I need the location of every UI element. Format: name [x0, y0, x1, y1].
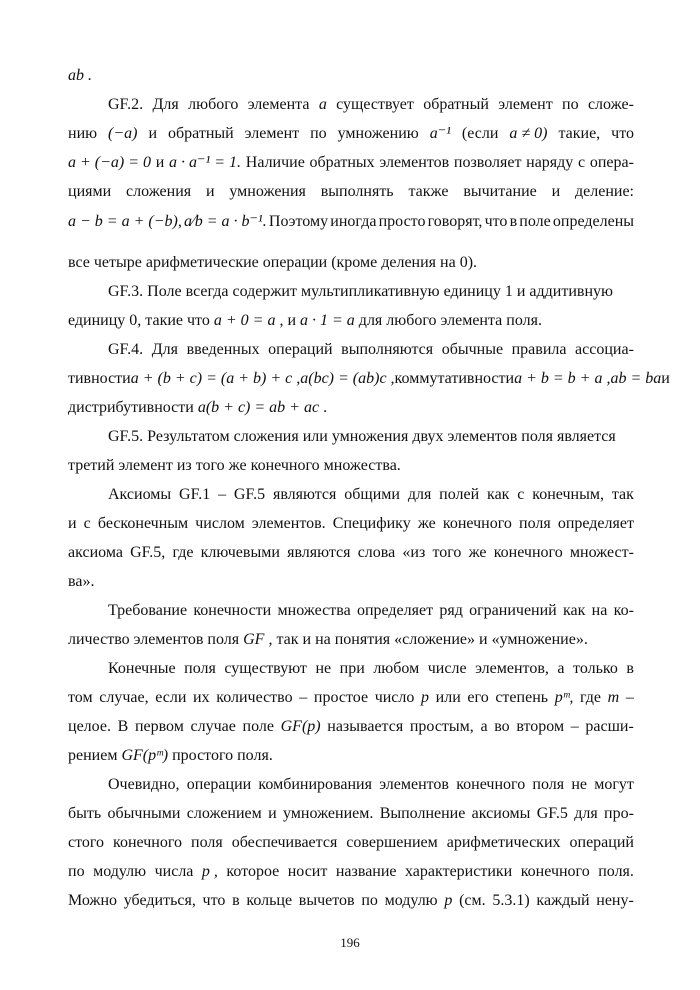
word: конечности [193, 602, 272, 619]
word: и [551, 183, 561, 200]
word: для [574, 805, 598, 822]
word: могут [594, 776, 634, 793]
word: элементов, [475, 660, 549, 677]
word: a + (b + c) = (a + b) + c , [130, 370, 301, 387]
text-line [68, 891, 634, 911]
word: модулю [384, 892, 438, 909]
word: конечного [113, 834, 183, 851]
page-number: 196 [340, 935, 360, 950]
word: коммутативности [394, 370, 515, 387]
text-line [68, 182, 634, 202]
word: в [232, 892, 240, 909]
word: существует [336, 96, 414, 113]
word: GF.1 [179, 486, 211, 503]
word: Требование [108, 602, 188, 619]
word: поля [532, 776, 565, 793]
word: Для [151, 341, 178, 358]
word: убедиться, [123, 892, 196, 909]
word: или [435, 689, 461, 706]
word: такие, [558, 125, 601, 142]
text-line [108, 427, 634, 447]
word: бесконечным [97, 515, 189, 532]
word: элементов [379, 776, 449, 793]
text-line [108, 340, 634, 360]
word: ко- [613, 602, 634, 619]
word: вычетов [298, 892, 355, 909]
word: числа [154, 863, 194, 880]
word: и [661, 370, 670, 387]
word: опера- [589, 154, 634, 171]
word: для [407, 486, 432, 503]
word: a(bc) = (ab)c , [300, 370, 395, 387]
word: Очевидно, [108, 776, 180, 793]
math-expression: GF [243, 631, 265, 648]
word: каждый [536, 892, 590, 909]
word: и [205, 183, 215, 200]
word: кольце [246, 892, 293, 909]
word: a ≠ 0) [509, 125, 548, 142]
word: не [571, 776, 588, 793]
word: выполняются [341, 341, 434, 358]
word: конечного [442, 515, 512, 532]
word: также [408, 183, 449, 200]
word: поля [191, 834, 223, 851]
word: того [432, 544, 462, 561]
text-segment: простого поля. [168, 747, 273, 764]
word: ограничений [469, 602, 557, 619]
word: по [68, 863, 85, 880]
word: обратный [423, 96, 489, 113]
word: по [310, 125, 327, 142]
word: и [268, 805, 277, 822]
word: же [417, 515, 436, 532]
word: pᵐ, [554, 689, 574, 706]
word [68, 747, 273, 764]
word [68, 312, 542, 329]
text-segment: для любого элемента поля. [354, 312, 542, 329]
word: простым, [409, 718, 474, 735]
math-expression: GF(pᵐ) [121, 747, 169, 764]
word: деление: [575, 183, 634, 200]
word: с [517, 486, 525, 503]
word: в [626, 660, 634, 677]
word: поле [242, 718, 274, 735]
word: a [318, 96, 327, 113]
word: в [509, 213, 518, 230]
word: число [374, 689, 415, 706]
word: нену- [596, 892, 634, 909]
word: как [563, 602, 586, 619]
word: говорят, [427, 213, 483, 230]
word: по [562, 96, 579, 113]
word: случае [190, 718, 236, 735]
word: – [625, 689, 634, 706]
word: называется [327, 718, 404, 735]
word: являются [272, 486, 337, 503]
word: – [570, 718, 579, 735]
word: GF.5 [233, 486, 266, 503]
word: выполнять [320, 183, 394, 200]
text-segment: дистрибутивности [68, 399, 198, 416]
word: обычными [107, 805, 181, 822]
word: сложе- [587, 96, 634, 113]
word: (−a) [108, 125, 138, 142]
word: быть [68, 805, 102, 822]
word: слова [357, 544, 396, 561]
word: и [148, 125, 158, 142]
text-segment: единицу 0, такие что [68, 312, 214, 329]
word: конечного [493, 544, 563, 561]
word: элементов. [251, 515, 326, 532]
text-line [68, 746, 634, 766]
word: Для [152, 96, 179, 113]
word: Специфику [332, 515, 411, 532]
word: умножением. [282, 805, 374, 822]
word: обычные [441, 341, 504, 358]
text-segment: , так и на понятия «сложение» и «умножение». [264, 631, 588, 648]
word: при [339, 660, 365, 677]
word: которое [226, 863, 280, 880]
text-line [68, 311, 634, 331]
word: просто [378, 213, 426, 230]
word: множества [277, 602, 351, 619]
word: аксиома [68, 544, 123, 561]
text-segment: рением [68, 747, 122, 764]
word: GF(p) [280, 718, 321, 735]
text-line [68, 862, 634, 882]
word: где [172, 544, 194, 561]
word: правила [511, 341, 567, 358]
word: ab = ba [610, 370, 662, 387]
word: нию [68, 125, 98, 142]
text-line [68, 398, 634, 418]
word: – [299, 689, 308, 706]
word: элемент [244, 125, 300, 142]
word [68, 399, 327, 416]
word: обратный [168, 125, 234, 142]
text-line [68, 572, 634, 592]
word: GF.5, [130, 544, 166, 561]
word: любого [188, 96, 239, 113]
word: вычитание [463, 183, 537, 200]
word: существуют [224, 660, 307, 677]
word: умножению [337, 125, 419, 142]
text-line [68, 124, 634, 144]
word: Можно [68, 892, 118, 909]
text-line [68, 153, 634, 173]
word: том [68, 689, 93, 706]
word: целое. [68, 718, 111, 735]
word: поля [519, 515, 551, 532]
word: ряд [439, 602, 463, 619]
word: a⁻¹ [429, 125, 451, 142]
word: по [361, 892, 378, 909]
word: ассоциа- [575, 341, 634, 358]
word: что [611, 125, 634, 142]
word: полей [439, 486, 480, 503]
word: GF.2. [108, 96, 144, 113]
word: арифметических [446, 834, 561, 851]
word: GF.5 [536, 805, 568, 822]
word: на [591, 602, 608, 619]
word: же [468, 544, 487, 561]
word: p , [201, 863, 218, 880]
word: Поэтому [268, 213, 329, 230]
word: a + b = b + a , [514, 370, 611, 387]
text-line [68, 688, 634, 708]
word: а [557, 660, 565, 677]
text-line [68, 66, 634, 86]
word: третий элемент из того же конечного множества. [68, 457, 401, 474]
word: элемента [247, 96, 310, 113]
word: с [578, 154, 586, 171]
word: Конечные [108, 660, 176, 677]
word: Выполнение [379, 805, 466, 822]
word: В [117, 718, 129, 735]
text-line [68, 804, 634, 824]
word: GF.3. Поле всегда содержит мультипликативную единицу 1 и аддитивную [108, 283, 613, 300]
word: Аксиомы [108, 486, 172, 503]
word: название [335, 863, 397, 880]
text-line [108, 775, 634, 795]
word: что [202, 892, 226, 909]
math-expression: a · 1 = a [300, 312, 355, 329]
word: конечного [520, 863, 590, 880]
word: про- [604, 805, 634, 822]
word: умножения [229, 183, 306, 200]
text-line [68, 630, 634, 650]
word: а [480, 718, 488, 735]
word: первом [134, 718, 184, 735]
text-line [68, 717, 634, 737]
text-segment: . [319, 399, 328, 416]
word: операций [569, 834, 634, 851]
text-line [68, 456, 634, 476]
word: множест- [569, 544, 634, 561]
word: модулю [93, 863, 147, 880]
word: обеспечивается [231, 834, 338, 851]
word: случае, [99, 689, 149, 706]
word: втором [516, 718, 565, 735]
word: любом [373, 660, 420, 677]
word: циями [68, 183, 112, 200]
word: m [607, 689, 620, 706]
word: общими [344, 486, 400, 503]
word: элемент [498, 96, 553, 113]
text-line [108, 485, 634, 505]
word: его [467, 689, 489, 706]
text-line [108, 95, 634, 115]
word: «из [402, 544, 426, 561]
word: комбинирования [258, 776, 372, 793]
text-line [68, 212, 634, 232]
word: определяет [356, 602, 434, 619]
math-expression: a(b + c) = ab + ac [197, 399, 320, 416]
word: как [487, 486, 510, 503]
word: что [484, 213, 508, 230]
word: числе [427, 660, 467, 677]
text-segment: , и [275, 312, 300, 329]
word: сложения [126, 183, 192, 200]
text-line [68, 253, 634, 273]
text-line [108, 659, 634, 679]
word: – [218, 486, 227, 503]
text-line [68, 833, 634, 853]
word: определены [552, 213, 634, 230]
word: так [611, 486, 634, 503]
word: позволяет [453, 154, 522, 171]
word: все четыре арифметические операции (кроме деления на 0). [68, 254, 478, 271]
word: иногда [330, 213, 377, 230]
text-line [108, 282, 634, 302]
word: степень [495, 689, 549, 706]
word: аксиомы [471, 805, 531, 822]
word: простое [313, 689, 369, 706]
word: a⁄b = a · b⁻¹. [184, 213, 267, 230]
word: a + (−a) = 0 [68, 154, 152, 171]
word: с [83, 515, 91, 532]
word: Наличие [245, 154, 305, 171]
word: операций [268, 341, 333, 358]
word: где [580, 689, 602, 706]
word: являются [287, 544, 351, 561]
word: и [155, 154, 165, 171]
word: носит [287, 863, 328, 880]
word: характеристики [405, 863, 513, 880]
word: поле [519, 213, 551, 230]
word: a − b = a + (−b), [68, 213, 182, 230]
word: p [421, 689, 430, 706]
word: числом [195, 515, 245, 532]
word: a · a⁻¹ = 1. [169, 154, 242, 171]
word: операции [186, 776, 252, 793]
word: обратных [309, 154, 375, 171]
word: количество [216, 689, 293, 706]
word: во [494, 718, 510, 735]
text-line [68, 514, 634, 534]
word: поля. [598, 863, 634, 880]
word: их [193, 689, 210, 706]
word: GF.4. [108, 341, 144, 358]
word: только [573, 660, 618, 677]
word: (см. [459, 892, 486, 909]
word: конечного [456, 776, 526, 793]
word: введенных [186, 341, 260, 358]
word: не [315, 660, 332, 677]
text-line [68, 369, 670, 389]
text-segment: личество элементов поля [68, 631, 244, 648]
word: и [68, 515, 77, 532]
math-expression: a + 0 = a [213, 312, 276, 329]
word: p [444, 892, 453, 909]
word: стого [68, 834, 105, 851]
word: (если [461, 125, 499, 142]
word: совершением [346, 834, 438, 851]
word: определяет [557, 515, 634, 532]
word: ва». [68, 573, 95, 590]
word: ключевыми [200, 544, 280, 561]
word: сложением [186, 805, 262, 822]
word: расши- [585, 718, 634, 735]
text-line [68, 543, 634, 563]
word: элементов [379, 154, 450, 171]
word [68, 631, 588, 648]
word: GF.5. Результатом сложения или умножения двух элементов поля является [108, 428, 616, 445]
word: тивности [68, 370, 131, 387]
word: наряду [526, 154, 574, 171]
text-line [108, 601, 634, 621]
word: конечным, [532, 486, 604, 503]
word: если [155, 689, 187, 706]
word: 5.3.1) [492, 892, 530, 909]
word: ab . [68, 67, 92, 84]
word: поля [184, 660, 216, 677]
